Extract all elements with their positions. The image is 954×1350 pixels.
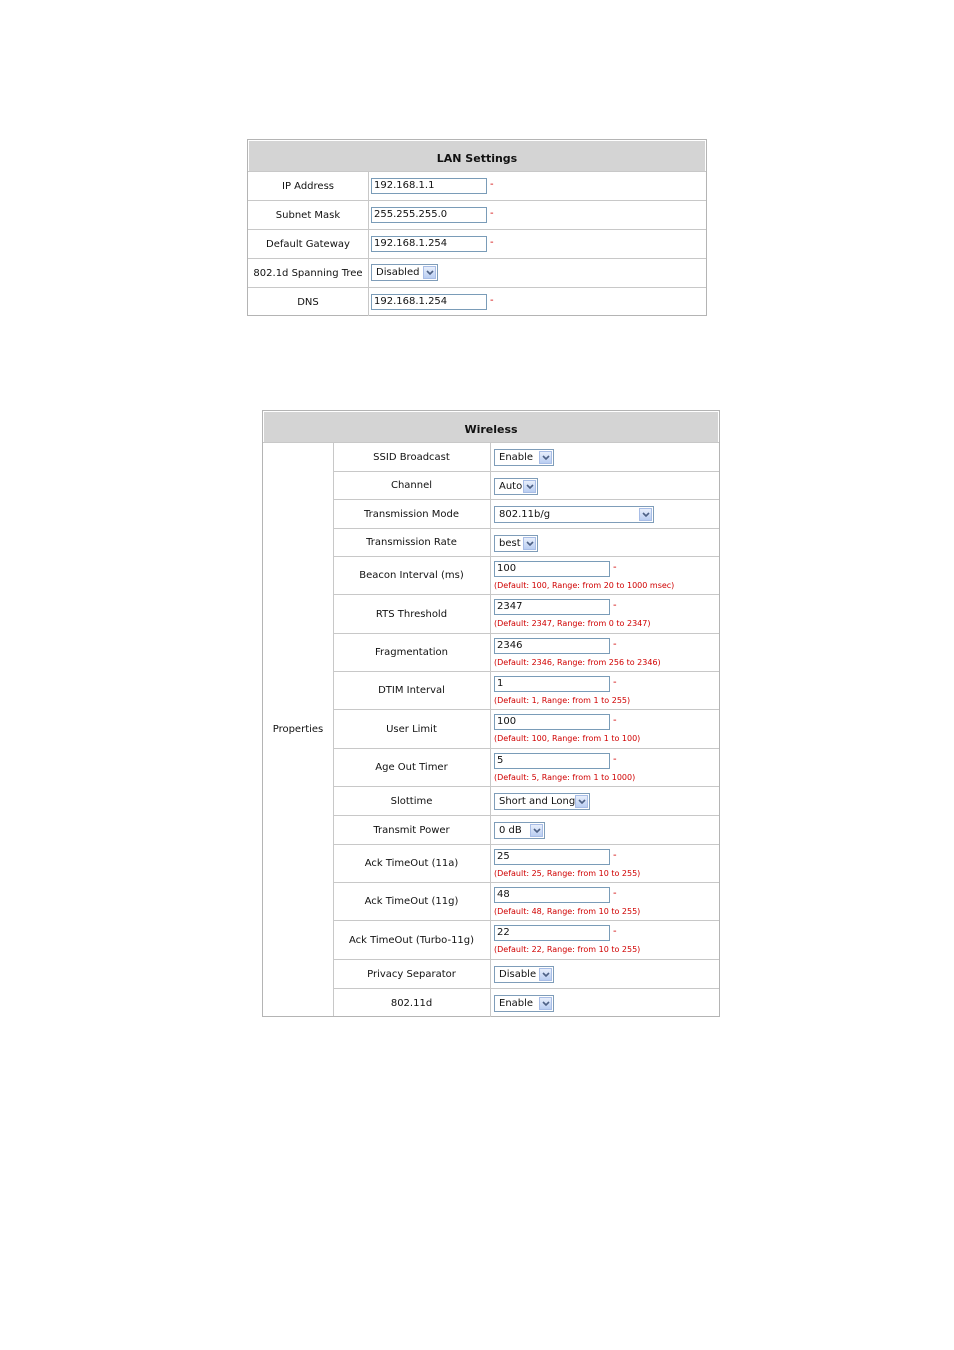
wireless-input-ack-timeout-11g[interactable]: 48	[494, 887, 610, 903]
wireless-panel	[262, 410, 720, 1017]
wireless-row-beacon-interval-ms	[333, 556, 719, 594]
select-value: Disabled	[376, 267, 420, 278]
lan-input-default-gateway[interactable]: 192.168.1.254	[371, 236, 487, 252]
required-marker: -	[490, 179, 494, 190]
select-value: 802.11b/g	[499, 509, 551, 520]
wireless-row-ack-timeout-turbo-11g	[333, 920, 719, 959]
wireless-row-ssid-broadcast	[333, 442, 719, 471]
wireless-label-transmission-rate: Transmission Rate	[366, 537, 457, 548]
chevron-down-icon[interactable]	[575, 795, 588, 808]
wireless-column-divider	[490, 500, 491, 528]
range-hint: (Default: 100, Range: from 20 to 1000 msec)	[494, 581, 675, 590]
wireless-input-rts-threshold[interactable]: 2347	[494, 599, 610, 615]
wireless-column-divider	[490, 443, 491, 471]
wireless-column-divider	[490, 816, 491, 844]
range-hint: (Default: 48, Range: from 10 to 255)	[494, 907, 641, 916]
wireless-row-transmission-mode	[333, 499, 719, 528]
required-marker: -	[613, 850, 617, 861]
wireless-row-transmit-power	[333, 815, 719, 844]
lan-label-subnet-mask: Subnet Mask	[275, 209, 341, 221]
wireless-input-fragmentation[interactable]: 2346	[494, 638, 610, 654]
lan-label-dns: DNS	[297, 296, 319, 308]
range-hint: (Default: 5, Range: from 1 to 1000)	[494, 773, 636, 782]
wireless-column-divider	[490, 845, 491, 882]
wireless-input-user-limit[interactable]: 100	[494, 714, 610, 730]
wireless-label-age-out-timer: Age Out Timer	[375, 762, 448, 773]
wireless-row-age-out-timer	[333, 748, 719, 786]
wireless-column-divider	[490, 710, 491, 748]
wireless-select-privacy-separator[interactable]	[494, 966, 554, 983]
lan-row-subnet-mask	[248, 200, 706, 229]
required-marker: -	[613, 639, 617, 650]
wireless-input-ack-timeout-turbo-11g[interactable]: 22	[494, 925, 610, 941]
lan-settings-title: LAN Settings	[249, 141, 705, 171]
chevron-down-icon[interactable]	[539, 451, 552, 464]
wireless-select-transmission-rate[interactable]	[494, 535, 538, 552]
wireless-label-ack-timeout-11g: Ack TimeOut (11g)	[364, 896, 459, 907]
wireless-row-fragmentation	[333, 633, 719, 671]
wireless-label-user-limit: User Limit	[386, 723, 437, 735]
required-marker: -	[490, 295, 494, 306]
wireless-column-divider	[490, 557, 491, 594]
wireless-select-slottime[interactable]	[494, 793, 590, 810]
range-hint: (Default: 25, Range: from 10 to 255)	[494, 869, 641, 878]
lan-column-divider	[368, 259, 369, 287]
lan-column-divider	[368, 201, 369, 229]
select-value: 0 dB	[499, 825, 522, 836]
wireless-column-divider	[490, 960, 491, 988]
lan-settings-panel	[247, 139, 707, 316]
chevron-down-icon[interactable]	[523, 537, 536, 550]
required-marker: -	[613, 926, 617, 937]
select-value: Short and Long	[499, 796, 576, 807]
range-hint: (Default: 2346, Range: from 256 to 2346)	[494, 658, 661, 667]
wireless-row-channel	[333, 471, 719, 499]
required-marker: -	[613, 888, 617, 899]
wireless-label-dtim-interval: DTIM Interval	[378, 685, 445, 696]
wireless-input-dtim-interval[interactable]: 1	[494, 676, 610, 692]
wireless-row-rts-threshold	[333, 594, 719, 633]
wireless-label-ack-timeout-turbo-11g: Ack TimeOut (Turbo-11g)	[348, 934, 475, 946]
select-value: Auto	[499, 481, 523, 492]
wireless-row-802-11d	[333, 988, 719, 1017]
wireless-label-slottime: Slottime	[390, 795, 433, 807]
lan-label-802-1d-spanning-tree: 802.1d Spanning Tree	[253, 267, 363, 279]
wireless-row-slottime	[333, 786, 719, 815]
properties-group	[263, 442, 333, 1016]
wireless-column-divider	[490, 921, 491, 959]
lan-input-subnet-mask[interactable]: 255.255.255.0	[371, 207, 487, 223]
lan-column-divider	[368, 230, 369, 258]
wireless-label-channel: Channel	[390, 480, 433, 491]
lan-input-ip-address[interactable]: 192.168.1.1	[371, 178, 487, 194]
wireless-column-divider	[490, 787, 491, 815]
wireless-column-divider	[490, 672, 491, 709]
wireless-label-transmission-mode: Transmission Mode	[363, 508, 460, 520]
lan-select-802-1d-spanning-tree[interactable]	[371, 264, 438, 281]
range-hint: (Default: 22, Range: from 10 to 255)	[494, 945, 641, 954]
wireless-column-divider	[490, 472, 491, 499]
select-value: Disable	[499, 969, 537, 980]
lan-row-802-1d-spanning-tree	[248, 258, 706, 287]
required-marker: -	[490, 208, 494, 219]
lan-row-dns	[248, 287, 706, 316]
lan-row-ip-address	[248, 171, 706, 200]
lan-row-default-gateway	[248, 229, 706, 258]
wireless-label-ssid-broadcast: SSID Broadcast	[373, 451, 450, 463]
lan-label-ip-address: IP Address	[282, 180, 334, 192]
lan-input-dns[interactable]: 192.168.1.254	[371, 294, 487, 310]
wireless-row-user-limit	[333, 709, 719, 748]
lan-column-divider	[368, 172, 369, 200]
select-value: Enable	[499, 998, 534, 1009]
required-marker: -	[613, 562, 617, 573]
chevron-down-icon[interactable]	[523, 480, 536, 493]
wireless-row-dtim-interval	[333, 671, 719, 709]
wireless-select-802-11d[interactable]	[494, 995, 554, 1012]
required-marker: -	[613, 600, 617, 611]
required-marker: -	[613, 715, 617, 726]
wireless-label-beacon-interval-ms: Beacon Interval (ms)	[359, 570, 464, 581]
required-marker: -	[490, 237, 494, 248]
wireless-row-transmission-rate	[333, 528, 719, 556]
wireless-column-divider	[490, 529, 491, 556]
properties-label: Properties	[272, 724, 324, 735]
wireless-select-transmit-power[interactable]	[494, 822, 545, 839]
chevron-down-icon[interactable]	[539, 997, 552, 1010]
select-value: best	[499, 538, 521, 549]
wireless-label-fragmentation: Fragmentation	[374, 647, 449, 658]
wireless-column-divider	[490, 595, 491, 633]
wireless-label-privacy-separator: Privacy Separator	[367, 968, 456, 980]
required-marker: -	[613, 677, 617, 688]
wireless-input-beacon-interval-ms[interactable]: 100	[494, 561, 610, 577]
wireless-label-ack-timeout-11a: Ack TimeOut (11a)	[364, 858, 459, 869]
range-hint: (Default: 2347, Range: from 0 to 2347)	[494, 619, 651, 628]
wireless-column-divider	[490, 883, 491, 920]
wireless-select-channel[interactable]	[494, 478, 538, 495]
wireless-row-ack-timeout-11g	[333, 882, 719, 920]
select-value: Enable	[499, 452, 534, 463]
wireless-row-ack-timeout-11a	[333, 844, 719, 882]
wireless-label-802-11d: 802.11d	[390, 997, 433, 1009]
wireless-label-rts-threshold: RTS Threshold	[375, 608, 448, 620]
chevron-down-icon[interactable]	[539, 968, 552, 981]
range-hint: (Default: 100, Range: from 1 to 100)	[494, 734, 641, 743]
wireless-select-ssid-broadcast[interactable]	[494, 449, 554, 466]
wireless-input-age-out-timer[interactable]: 5	[494, 753, 610, 769]
wireless-column-divider	[490, 749, 491, 786]
wireless-title: Wireless	[264, 412, 718, 442]
range-hint: (Default: 1, Range: from 1 to 255)	[494, 696, 631, 705]
wireless-label-transmit-power: Transmit Power	[373, 824, 450, 836]
wireless-select-transmission-mode[interactable]	[494, 506, 654, 523]
chevron-down-icon[interactable]	[423, 266, 436, 279]
chevron-down-icon[interactable]	[530, 824, 543, 837]
lan-column-divider	[368, 288, 369, 316]
required-marker: -	[613, 754, 617, 765]
lan-label-default-gateway: Default Gateway	[266, 238, 350, 250]
wireless-column-divider	[490, 634, 491, 671]
wireless-row-privacy-separator	[333, 959, 719, 988]
wireless-column-divider	[490, 989, 491, 1017]
wireless-input-ack-timeout-11a[interactable]: 25	[494, 849, 610, 865]
chevron-down-icon[interactable]	[639, 508, 652, 521]
